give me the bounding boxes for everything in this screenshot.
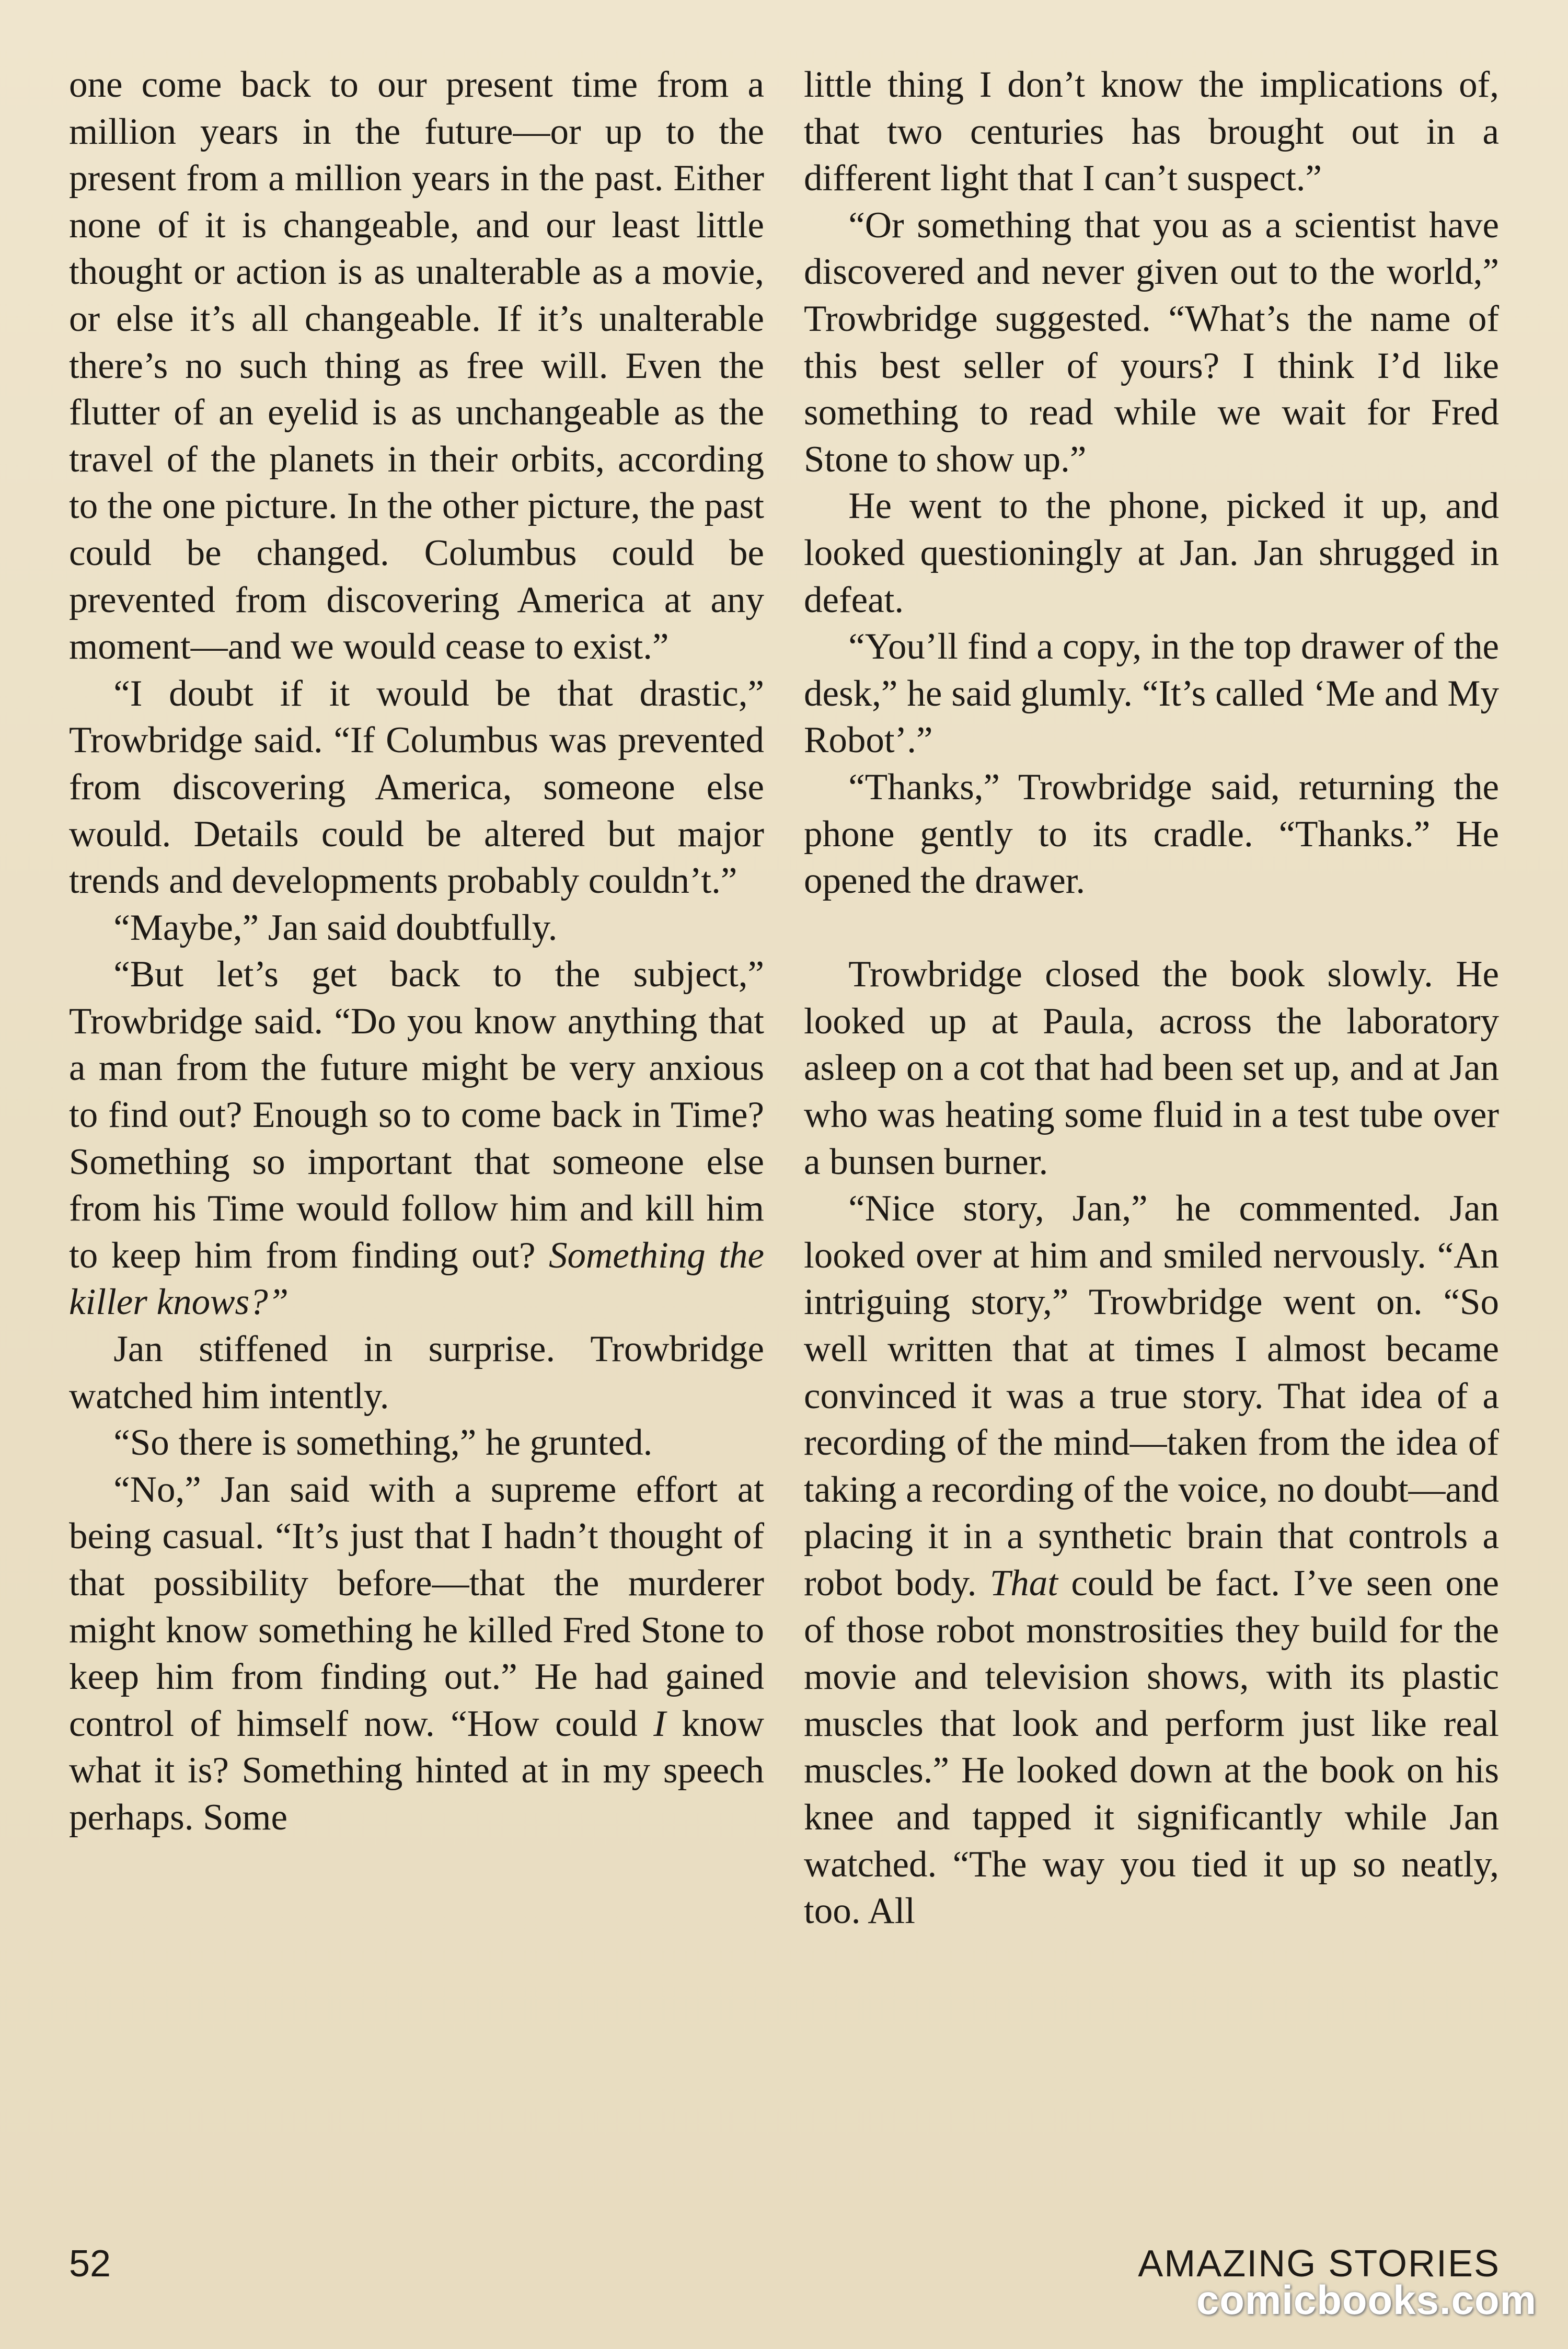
paragraph-text: “But let’s get back to the subject,” Trowbridge said. “Do you know anything that a man from the future might be very anxious to find out? Enough so to come back in Time? Something so important that someone else from his Time would follow him and kill him to keep him from finding out? <box>69 954 764 1276</box>
paragraph-text: “No,” Jan said with a supreme effort at being casual. “It’s just that I hadn’t thought of that possibility before—that the murderer might know something he killed Fred Stone to keep him from finding out.” He had gained control of himself now. “How could <box>69 1469 764 1744</box>
paragraph-text: know what it is? Something hinted at in my speech perhaps. Some <box>69 1703 764 1838</box>
paragraph <box>804 764 1499 905</box>
paragraph-text: could be fact. I’ve seen one of those robot monstrosities they build for the movie and television shows, with its plastic muscles that look and perform just like real muscles.” He looked down at the book on his knee and tapped it significantly while Jan watched. “The way you tied it up so neatly, too. All <box>804 1563 1500 1932</box>
paragraph <box>804 202 1499 483</box>
paragraph-text: “You’ll find a copy, in the top drawer of the desk,” he said glumly. “It’s called ‘Me and My Robot’.” <box>804 626 1499 761</box>
page-number: 52 <box>69 2243 111 2285</box>
paragraph <box>804 951 1499 1185</box>
paragraph <box>69 1420 764 1467</box>
italic-phrase: Something the killer knows?” <box>69 1235 765 1323</box>
italic-word: I <box>653 1703 666 1744</box>
paragraph-text: “Nice story, Jan,” he commented. Jan looked over at him and smiled nervously. “An intriguing story,” Trowbridge went on. “So well written that at times I almost became convinced it was a true story. That idea of a recording of the mind—taken from the idea of taking a recording of the voice, no doubt—and placing it in a synthetic brain that controls a robot body. <box>804 1188 1499 1604</box>
paragraph-text: He went to the phone, picked it up, and looked questioningly at Jan. Jan shrugged in defeat. <box>804 486 1499 620</box>
left-text-column <box>69 62 764 1841</box>
magazine-title: AMAZING STORIES <box>1138 2243 1500 2285</box>
paragraph <box>69 951 764 1326</box>
watermark: comicbooks.com <box>1196 2277 1537 2323</box>
paragraph <box>804 483 1499 624</box>
paragraph-text: one come back to our present time from a million years in the future—or up to the present from a million years in the past. Either none of it is changeable, and our least little thought or action is as unalterable as a movie, or else it’s all changeable. If it’s unalterable there’s no such thing as free will. Even the flutter of an eyelid is as unchangeable as the travel of the planets in their orbits, according to the one picture. In the other picture, the past could be changed. Columbus could be prevented from discovering America at any moment—and we would cease to exist.” <box>69 64 764 667</box>
paragraph <box>69 62 764 671</box>
paragraph <box>804 1185 1499 1935</box>
paragraph-text: “Or something that you as a scientist have discovered and never given out to the world,” Trowbridge suggested. “What’s the name of this best seller of yours? I think I’d like something to read while we wait for Fred Stone to show up.” <box>804 204 1499 480</box>
paragraph-text: “Maybe,” Jan said doubtfully. <box>113 907 558 948</box>
paragraph <box>804 624 1499 764</box>
paragraph-text: Jan stiffened in surprise. Trowbridge watched him intently. <box>69 1329 764 1417</box>
italic-word: That <box>989 1563 1058 1604</box>
paragraph-text: “I doubt if it would be that drastic,” Trowbridge said. “If Columbus was prevented from discovering America, someone else would. Details could be altered but major trends and developments probably couldn’t.” <box>69 673 764 902</box>
paragraph-text: little thing I don’t know the implications of, that two centuries has brought out in a different light that I can’t suspect.” <box>804 64 1499 199</box>
paragraph <box>69 671 764 905</box>
paragraph-text: “So there is something,” he grunted. <box>113 1422 653 1464</box>
paragraph <box>69 1467 764 1841</box>
paragraph <box>804 62 1499 202</box>
right-text-column <box>804 62 1499 1935</box>
paragraph <box>69 905 764 952</box>
paragraph-text: “Thanks,” Trowbridge said, returning the phone gently to its cradle. “Thanks.” He opened the drawer. <box>804 766 1499 902</box>
paragraph <box>69 1326 764 1420</box>
paragraph-text: Trowbridge closed the book slowly. He looked up at Paula, across the laboratory asleep on a cot that had been set up, and at Jan who was heating some fluid in a test tube over a bunsen burner. <box>804 954 1499 1182</box>
